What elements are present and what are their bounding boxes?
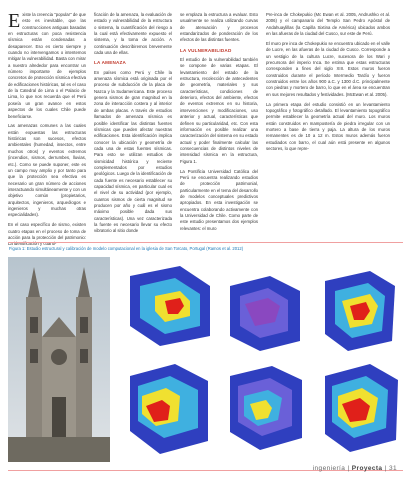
fem-model-5 [230,366,302,450]
column-3 [180,12,258,236]
figure-caption: Figura 1: Estudio estructural y calibración de modelo computacional en la iglesia de San Torcato, Portugal (Ramos et al. 2012) [9,246,244,251]
church-illustration [8,257,110,462]
paragraph: ficación de la amenaza, la evaluación de estado y vulnerabilidad de la estructura o sistema, la cuantificación del riesgo a la cual está efectivamente expuesto el sistema, y la toma de acción. A continuación describiremos brevemente cada una de ellas. [94,12,172,56]
paragraph: En países como Perú y Chile la amenaza sísmica está originada por el proceso de subducción de la placa de Nazca y la Sudamericana. Este proceso genera sismos de gran magnitud en la zona de interacción costera y al interior de ambas placas. A través de estudios llamados de amenaza sísmica es posible identificar las distintas fuentes sísmicas que pueden afectar nuestras edificaciones. Esta identificación implica conocer la ubicación y geometría de cada una de estas fuentes sísmicas. Para esto se utilizan estudios de sismicidad histórica y reciente complementados por estudios geológicos. Luego de la identificación de cada fuente es necesario establecer su capacidad sísmica, en particular cual es el nivel de su actividad (por ejemplo, cuantos sismos de cierta magnitud se producen por año y cuál es el sismo máximo posible dada sus características). Una vez caracterizada la fuente es necesario llevar su efecto vibratorio al sitio donde [94,69,172,234]
paragraph: El muro pre inca de Chokepukio se encuentra ubicado en el valle de Lucre, en las afueras de la ciudad de Cusco. Corresponde a un vestigio de la cultura Lucre, sucesora de los Wari y precursora del imperio Inca. Se estima que estas estructuras corresponden a fines del siglo XIII. Estos muros fueron construidos durante el período Intermedio Tardío y fueron construidos entre los años 900 a.C. y 1300 d.C. principalmente con piedras y mortero de barro, lo que en el área se encuentran en sus mejores resultados y festividades. (McEwan et al. 2005). [266,40,390,97]
page-footer: ingeniería | Proyecta | 31 [312,465,397,472]
section-heading-vulnerabilidad: LA VULNERABILIDAD [180,47,232,53]
fem-model-2 [230,276,300,351]
paragraph: se emplaza la estructura a evaluar. Esto usualmente se realiza utilizando curvas de atenuación y procesos estandarizados de ponderación de los efectos de las distintas fuentes. [180,12,258,43]
column-1 [8,12,86,251]
fem-model-4 [130,364,208,454]
magazine-section: Proyecta [351,465,383,472]
magazine-name: ingeniería [312,465,346,472]
paragraph: Las amenazas comunes a las cuales están expuestas las estructuras históricas son sucesos, efectos ambientales (humedad, insectos, entre muchos otros) y eventos extremos (incendios, sismos, derrumbes, lluvias, etc.). Como se puede suponer, este es un campo muy amplio y por tanto para que la protección sea efectiva es necesario un gran número de acciones interactuando simultáneamente y con un objetivo común (propietarios, arquitectos, ingenieros, arqueólogos e ingenieros y muchas otras especialidades). [8,123,86,218]
paragraph: La primera etapa del estudio consistió en un levantamiento topográfico y fotográfico detallado. El levantamiento topográfico permite establecer la geometría actual del muro. Los muros están construidos en mampostería de piedra irregular con un mortero a base de tierra y paja. La altura de los muros remanentes es de 10 a 12 m. Estos muros además fueron estudiados con barro, el cual aún está presente en algunos sectores, lo que repre- [266,101,390,152]
page-number: 31 [388,465,397,472]
figure-top-rule [8,242,403,243]
section-heading-amenaza: LA AMENAZA [94,60,127,66]
fem-model-6 [325,364,398,452]
column-4 [266,12,390,156]
church-photo [8,257,110,462]
paragraph: Pre-inca de Chokepukio (Mc Ewan et al. 2005, Andrushko et al. 2006) y el campanario del Templo San Pedro Apóstol de Andahuaylillas (la Capilla Sixtina de América) ubicados ambos en las afueras de la ciudad del Cusco, sur este de Perú. [266,12,390,37]
paragraph: El estudio de la vulnerabilidad también se compone de varias etapas. El levantamiento del estado de la estructura, recolección de antecedentes de geometría, materiales y sus características, condiciones de deterioro, efectos del ambiente, efectos de eventos extremos en su historia, intervenciones y modificaciones, uso anterior y actual, características que definen su particularidad, etc. Con esta información es posible realizar una caracterización del sistema en su estado actual y poder finalmente calcular las consecuencias de distintos niveles de intensidad sísmica en la estructura, Figura 1. [180,57,258,164]
drop-cap: E [8,10,21,32]
fem-model-3 [325,271,395,351]
paragraph: En el caso específico de sismo, existen cuatro etapas en el proceso de toma de acción para la protección del patrimonio: La identificación y cuanti- [8,222,86,247]
intro-paragraph: Existe la creencia "popular" de que esto es inevitable, que las construcciones antiguas basadas en estructuras con poca resistencia sísmica están condenadas a desaparecer. Eso es cierto siempre y cuando no intervengamos o intentemos mitigar la vulnerabilidad. Basta con mirar a nuestro alrededor para encontrar un número importante de ejemplos concretos de protección sísmica efectiva de edificaciones históricas, tal es el caso de la Catedral de Lima o el Palacio de Lima, lo que nos recuerda que el Perú poseía un gran avance en estos aspectos de los cuales Chile puede beneficiarse. [8,10,86,119]
fem-model-1 [130,266,210,346]
fem-models-figure [120,256,405,461]
paragraph: La Pontificia Universidad Católica del Perú se encuentra realizando estudios de protección patrimonial, particularmente en el tema del desarrollo de modelos conceptuales predictivos apropiados. En esta investigación se encuentra colaborando activamente con la Universidad de Chile. Como parte de este estudio presentamos dos ejemplos relevantes: el muro [180,168,258,231]
column-2 [94,12,172,238]
